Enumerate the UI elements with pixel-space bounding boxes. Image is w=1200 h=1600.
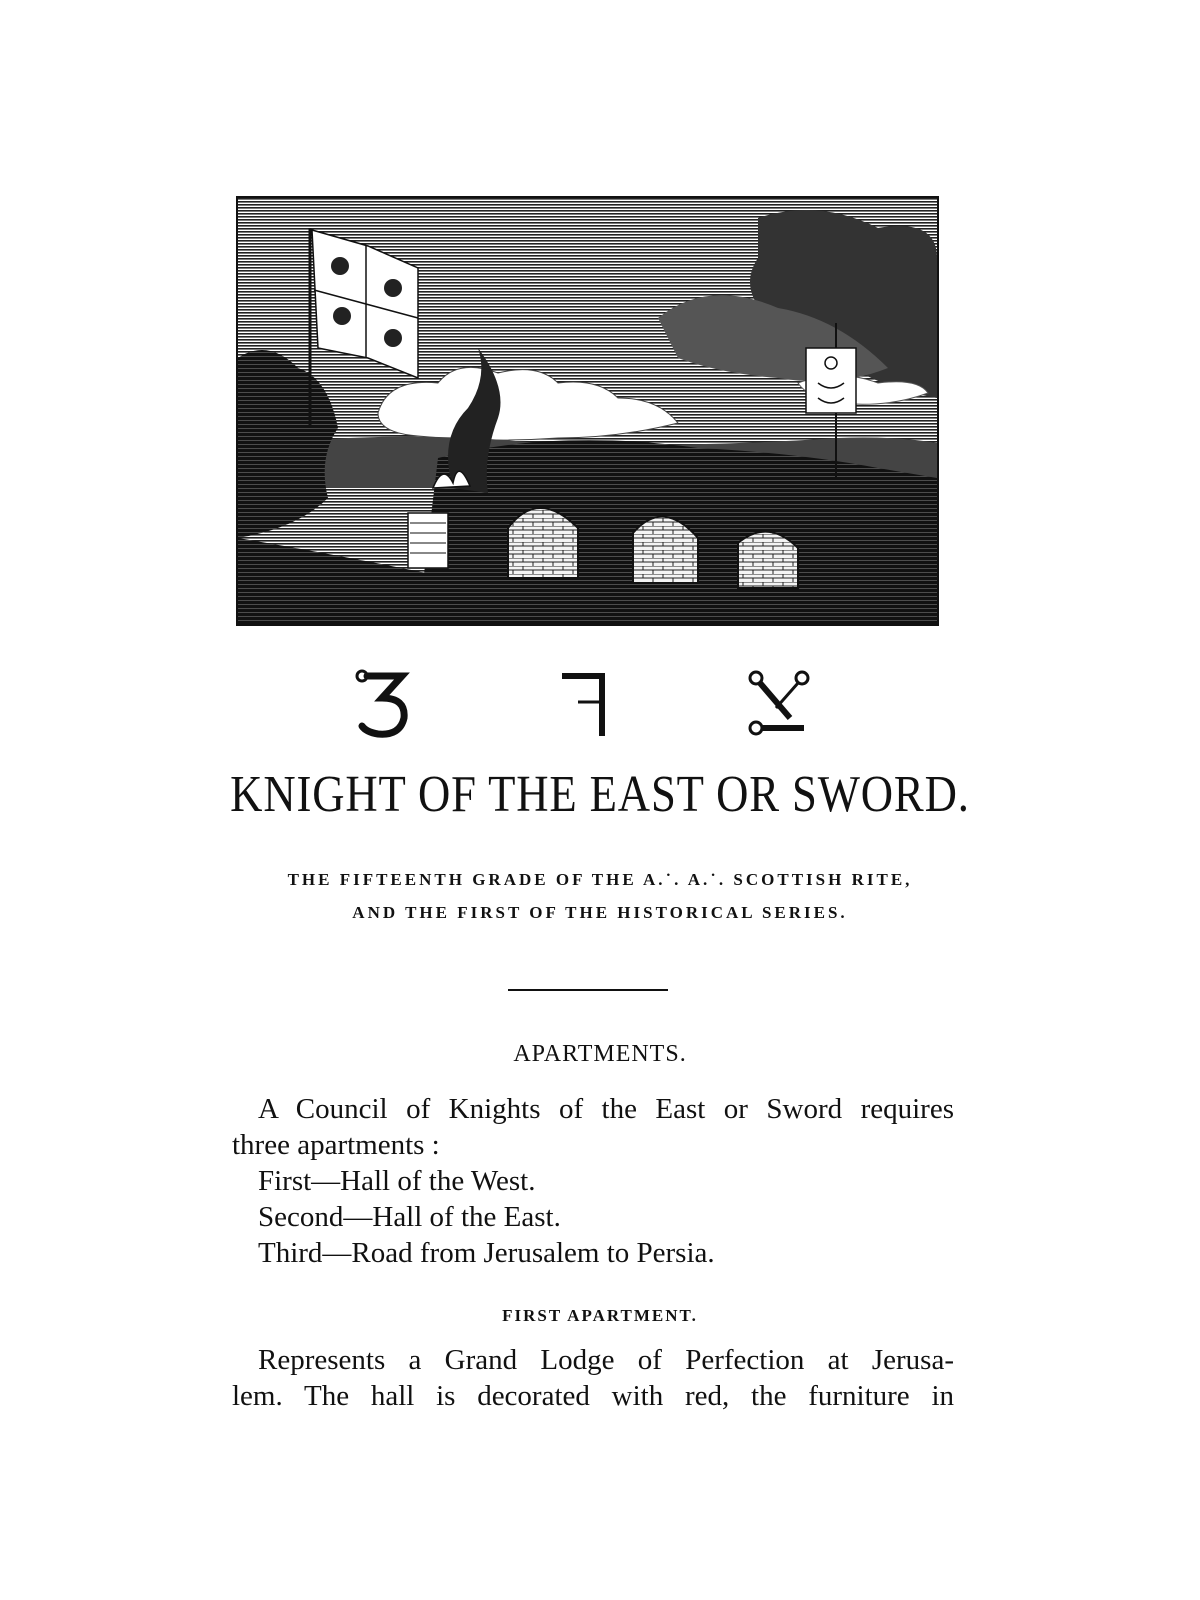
list-item: Second—Hall of the East. bbox=[258, 1201, 561, 1233]
intro-line-1: A Council of Knights of the East or Sword requires bbox=[258, 1093, 954, 1125]
body-line-2: lem. The hall is decorated with red, the furniture in bbox=[232, 1380, 954, 1412]
subtitle-line-1: THE FIFTEENTH GRADE OF THE A.˙. A.˙. SCOTTISH RITE, bbox=[287, 870, 913, 889]
body-line-1: Represents a Grand Lodge of Perfection at Jerusa- bbox=[258, 1344, 954, 1376]
list-item: Third—Road from Jerusalem to Persia. bbox=[258, 1237, 715, 1269]
divider-rule bbox=[508, 989, 668, 991]
section-heading: APARTMENTS. bbox=[513, 1041, 687, 1067]
page-title: KNIGHT OF THE EAST OR SWORD. bbox=[230, 766, 970, 823]
list-item: First—Hall of the West. bbox=[258, 1165, 536, 1197]
subsection-heading: FIRST APARTMENT. bbox=[502, 1306, 698, 1325]
subtitle-line-2: AND THE FIRST OF THE HISTORICAL SERIES. bbox=[352, 903, 848, 922]
cipher-glyph-2-icon bbox=[558, 664, 608, 740]
engraving-illustration bbox=[236, 196, 939, 626]
first-apartment-paragraph bbox=[232, 1342, 954, 1414]
cipher-glyph-1-icon bbox=[354, 664, 414, 740]
cipher-glyphs bbox=[340, 664, 840, 744]
intro-line-2: three apartments : bbox=[232, 1129, 440, 1161]
apartments-paragraph bbox=[232, 1091, 954, 1271]
cipher-glyph-3-icon bbox=[744, 664, 816, 740]
